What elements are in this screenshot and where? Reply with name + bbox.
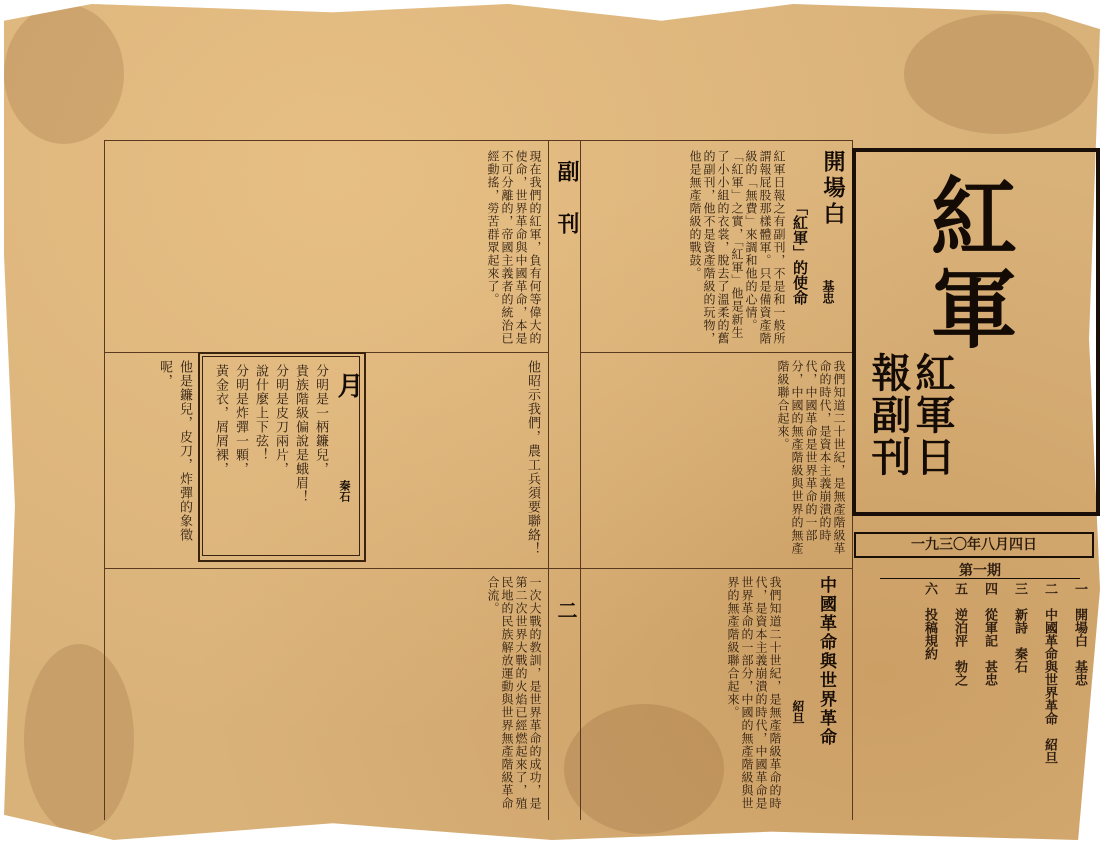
- poem-line: 貴族階級偏說是蛾眉！: [293, 364, 308, 504]
- poem-author: 秦石: [338, 480, 351, 502]
- poem-line: 黃金衣，屑屑裸，: [213, 364, 228, 476]
- lower-rule: [104, 568, 852, 569]
- toc-item: 五 逆泊泙 勃之: [952, 582, 967, 686]
- dateline: 一九三〇年八月四日: [854, 532, 1094, 558]
- top-rule: [104, 140, 852, 141]
- world-revolution-title: 中國革命與世界革命: [816, 576, 836, 747]
- masthead: [852, 148, 1100, 516]
- poem-line: 他是鐮兒，皮刀，炸彈的象徵呢，: [157, 360, 192, 542]
- poem-line: 分明是皮刀兩片，: [273, 364, 288, 476]
- poem-line: 分明是一柄鐮兒，: [313, 364, 328, 476]
- poem-title: 月: [333, 372, 363, 398]
- poem-line: 說什麼上下弦！: [253, 364, 268, 462]
- stain: [904, 14, 1094, 134]
- world-revolution-author: 紹旦: [791, 700, 805, 724]
- toc-item: 四 從軍記 甚忠: [982, 582, 997, 686]
- toc-item: 三 新詩 秦石: [1012, 582, 1027, 673]
- center-divider-left: [548, 140, 549, 820]
- mid-rule-right: [580, 352, 852, 353]
- left-upper-body: 現在我們的紅軍，負有何等偉大的使命，世界革命與中國革命，本是不可分離的，帝國主義者的統治已經動搖，勞苦群眾起來了。: [486, 150, 542, 345]
- world-revolution-body-lower: 我們知道二十世紀，是無產階級革命的時代，是資本主義崩潰的時代，中國革命是世界革命的一部分，中國的無產階級與世界的無產階級聯合起來。: [726, 576, 782, 810]
- masthead-subtitle: 紅軍日報副刊: [865, 352, 956, 478]
- left-border: [104, 140, 105, 820]
- opening-author: 基忠: [821, 280, 835, 304]
- opening-body: 紅軍日報之有副刊，不是和一般所謂報屁股那樣體軍。只是備資產階級的「無費」來調和他的心情。「紅軍」之實，「紅軍」他是新生了小小組的衣裳，脫去了溫柔的舊的副刊，他不是資產階級的玩物，他是無產階級的戰鼓。: [688, 150, 786, 345]
- toc-item: 一 開場白 基忠: [1072, 582, 1087, 686]
- section-label: 副刊: [554, 160, 580, 264]
- toc-item: 二 中國革命與世界革命 紹旦: [1042, 582, 1057, 764]
- masthead-title: 紅軍: [916, 172, 1017, 356]
- issue-number: 第一期: [880, 560, 1080, 579]
- bottom-left-body: 一次大戰的教訓，是世界革命的成功，是第二次世界大戰的火焰已經燃起來了，殖民地的民族解放運動與世界無產階級革命合流。: [486, 576, 542, 810]
- world-revolution-body-upper: 我們知道二十世紀，是無產階級革命的時代，是資本主義崩潰的時代，中國革命是世界革命的一部分，中國的無產階級與世界的無產階級聯合起來。: [776, 360, 846, 555]
- stain: [4, 4, 124, 144]
- toc-item: 六 投稿規約: [922, 582, 937, 660]
- section-number: 二: [554, 600, 578, 620]
- poem-line: 他昭示我們，農工兵須要聯絡！: [525, 360, 540, 556]
- opening-subtitle: 「紅軍」的使命: [791, 200, 809, 305]
- table-of-contents: [860, 582, 1092, 802]
- opening-title: 開場白: [820, 150, 846, 228]
- poem-line: 分明是炸彈一顆，: [233, 364, 248, 476]
